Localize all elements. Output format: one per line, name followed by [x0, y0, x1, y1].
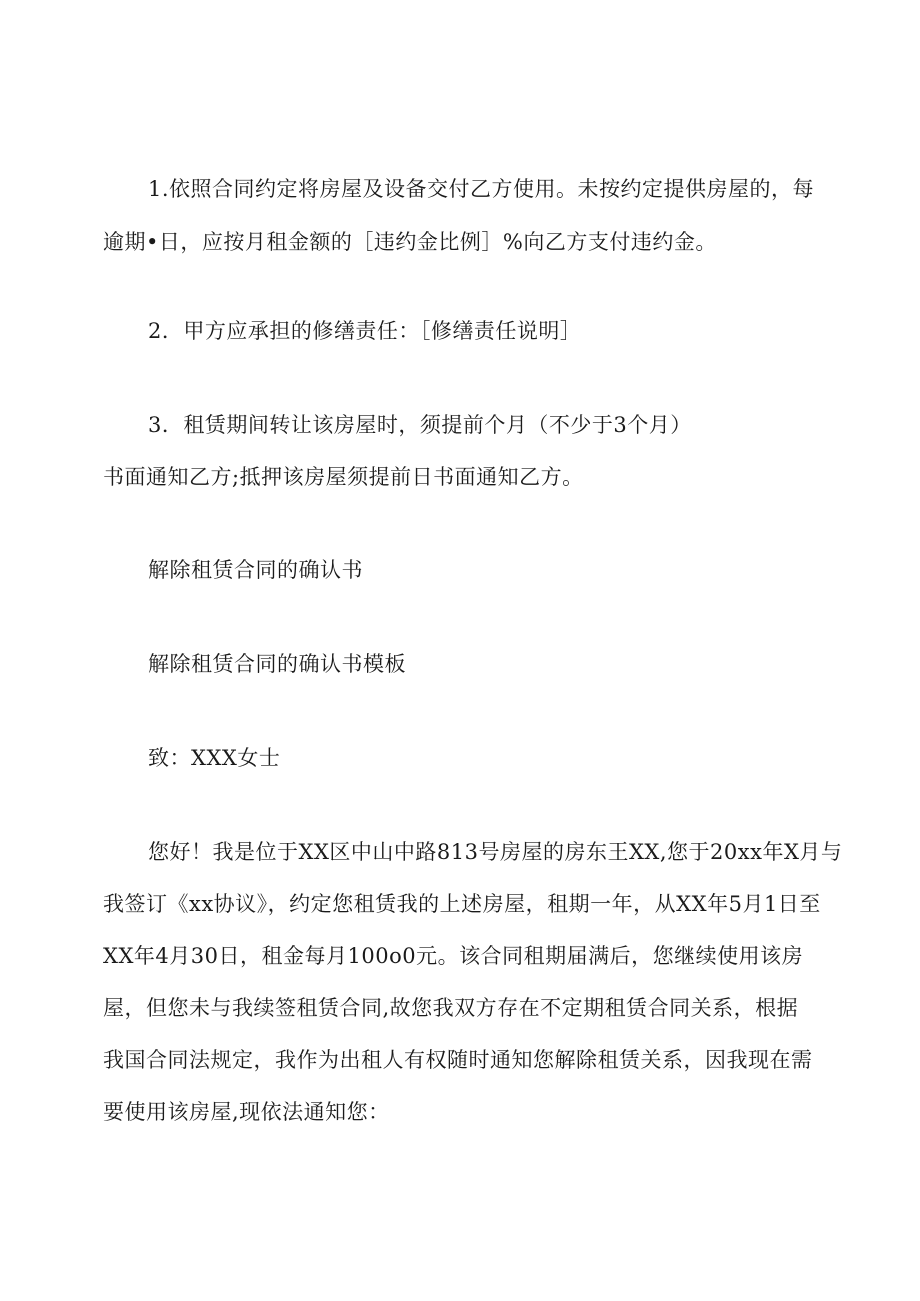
body-line: 屋，但您未与我续签租赁合同,故您我双方存在不定期租赁合同关系，根据 [103, 996, 799, 1020]
clause-3-line-2: 书面通知乙方;抵押该房屋须提前日书面通知乙方。 [103, 465, 584, 489]
salutation: 致：XXX女士 [148, 746, 281, 770]
clause-3-line-1: 3．租赁期间转让该房屋时，须提前个月（不少于3个月） [148, 413, 692, 437]
heading-template: 解除租赁合同的确认书模板 [148, 652, 406, 676]
body-line: 我国合同法规定，我作为出租人有权随时通知您解除租赁关系，因我现在需 [103, 1048, 813, 1072]
clause-1-line-2: 逾期•日，应按月租金额的［违约金比例］%向乙方支付违约金。 [103, 230, 717, 254]
heading-confirmation: 解除租赁合同的确认书 [148, 558, 363, 582]
body-line: 我签订《xx协议》，约定您租赁我的上述房屋，租期一年，从XX年5月1日至 [103, 892, 821, 916]
body-line: 要使用该房屋,现依法通知您： [103, 1100, 390, 1124]
clause-2: 2．甲方应承担的修缮责任：［修缮责任说明］ [148, 319, 582, 343]
body-line: 您好！我是位于XX区中山中路813号房屋的房东王XX,您于20xx年X月与 [148, 840, 843, 864]
clause-1-line-1: 1.依照合同约定将房屋及设备交付乙方使用。未按约定提供房屋的，每 [148, 177, 815, 201]
body-line: XX年4月30日，租金每月100o0元。该合同租期届满后，您继续使用该房 [103, 944, 804, 968]
